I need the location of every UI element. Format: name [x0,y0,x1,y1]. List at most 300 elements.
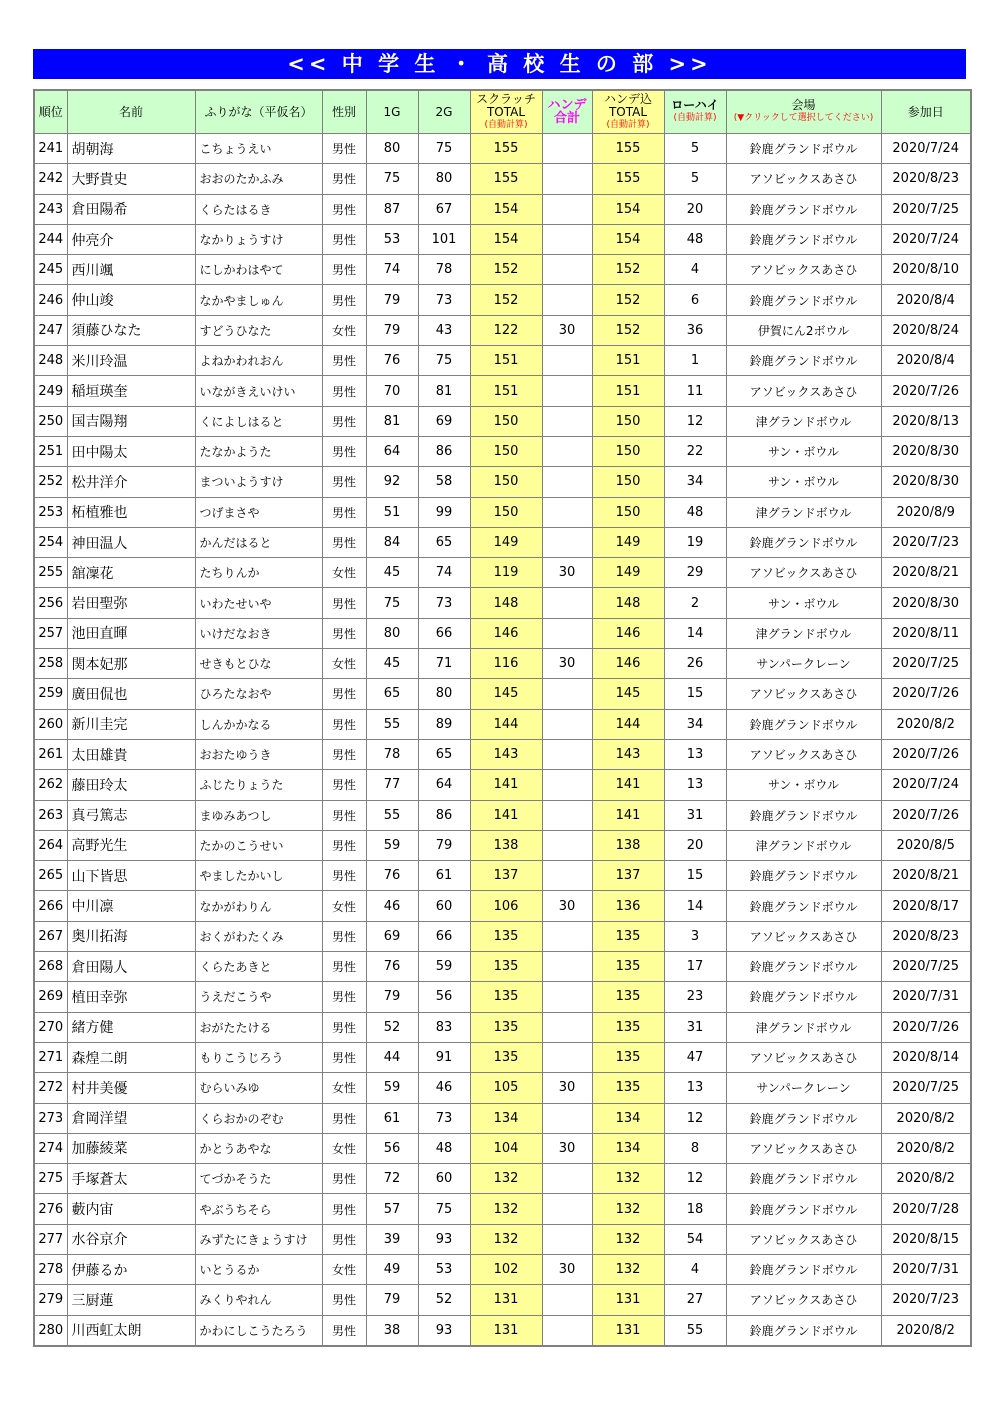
cell-kana: うえだこうや [195,982,322,1012]
cell-sex: 男性 [322,134,366,164]
cell-sex: 女性 [322,558,366,588]
cell-scratch-total: 150 [470,467,542,497]
cell-scratch-total: 154 [470,194,542,224]
cell-lowhigh: 15 [664,861,726,891]
cell-lowhigh: 6 [664,285,726,315]
cell-game1: 61 [366,1103,418,1133]
cell-sex: 男性 [322,1103,366,1133]
cell-rank: 266 [34,891,67,921]
cell-venue[interactable]: サン・ボウル [726,467,881,497]
cell-name: 米川玲温 [67,346,195,376]
cell-scratch-total: 155 [470,134,542,164]
cell-name: 岩田聖弥 [67,588,195,618]
cell-handicap-total: 141 [592,800,664,830]
cell-sex: 男性 [322,285,366,315]
cell-venue[interactable]: アソビックスあさひ [726,921,881,951]
cell-date: 2020/7/26 [881,1012,971,1042]
cell-lowhigh: 34 [664,709,726,739]
cell-handicap-total: 151 [592,346,664,376]
cell-sex: 男性 [322,982,366,1012]
cell-scratch-total: 122 [470,315,542,345]
cell-game2: 73 [418,1103,470,1133]
cell-game1: 75 [366,588,418,618]
cell-venue[interactable]: 鈴鹿グランドボウル [726,1315,881,1346]
cell-date: 2020/8/2 [881,709,971,739]
cell-game1: 76 [366,346,418,376]
cell-sex: 女性 [322,1073,366,1103]
cell-game2: 79 [418,830,470,860]
cell-scratch-total: 134 [470,1103,542,1133]
cell-venue[interactable]: 津グランドボウル [726,497,881,527]
cell-date: 2020/8/5 [881,830,971,860]
cell-venue[interactable]: サンパークレーン [726,649,881,679]
cell-venue[interactable]: サン・ボウル [726,770,881,800]
cell-scratch-total: 143 [470,739,542,769]
cell-kana: いとうるか [195,1254,322,1284]
cell-lowhigh: 5 [664,134,726,164]
cell-handicap-total: 144 [592,709,664,739]
cell-kana: なかがわりん [195,891,322,921]
cell-game2: 75 [418,134,470,164]
cell-date: 2020/7/25 [881,194,971,224]
header-venue-label: 会場 [791,98,816,112]
cell-date: 2020/8/14 [881,1042,971,1072]
cell-date: 2020/8/11 [881,618,971,648]
cell-game1: 49 [366,1254,418,1284]
cell-sex: 男性 [322,679,366,709]
cell-lowhigh: 11 [664,376,726,406]
cell-date: 2020/7/23 [881,1285,971,1315]
cell-handicap [542,679,592,709]
cell-handicap-total: 145 [592,679,664,709]
cell-handicap [542,1315,592,1346]
cell-venue[interactable]: サンパークレーン [726,1073,881,1103]
cell-game1: 59 [366,1073,418,1103]
header-handicap [542,90,592,134]
cell-handicap [542,436,592,466]
cell-game1: 46 [366,891,418,921]
cell-handicap-total: 137 [592,861,664,891]
cell-venue[interactable]: アソビックスあさひ [726,1224,881,1254]
cell-handicap: 30 [542,891,592,921]
cell-sex: 男性 [322,497,366,527]
cell-kana: おおたゆうき [195,739,322,769]
cell-kana: いわたせいや [195,588,322,618]
table-row [34,346,971,376]
cell-kana: やぶうちそら [195,1194,322,1224]
cell-venue[interactable]: 津グランドボウル [726,618,881,648]
cell-game2: 86 [418,436,470,466]
cell-lowhigh: 14 [664,618,726,648]
cell-date: 2020/7/26 [881,800,971,830]
cell-handicap-total: 138 [592,830,664,860]
cell-sex: 男性 [322,376,366,406]
cell-lowhigh: 1 [664,346,726,376]
cell-venue[interactable]: アソビックスあさひ [726,1042,881,1072]
cell-handicap [542,527,592,557]
cell-lowhigh: 8 [664,1133,726,1163]
cell-name: 緒方健 [67,1012,195,1042]
cell-kana: たちりんか [195,558,322,588]
cell-game2: 83 [418,1012,470,1042]
cell-venue[interactable]: サン・ボウル [726,588,881,618]
cell-lowhigh: 13 [664,1073,726,1103]
cell-game2: 99 [418,497,470,527]
cell-kana: かとうあやな [195,1133,322,1163]
cell-scratch-total: 135 [470,921,542,951]
cell-venue[interactable]: サン・ボウル [726,436,881,466]
cell-handicap [542,830,592,860]
cell-game1: 55 [366,800,418,830]
cell-game1: 38 [366,1315,418,1346]
cell-kana: みくりやれん [195,1285,322,1315]
cell-name: 加藤綾菜 [67,1133,195,1163]
cell-venue[interactable]: 鈴鹿グランドボウル [726,709,881,739]
cell-date: 2020/7/28 [881,1194,971,1224]
cell-venue[interactable]: 鈴鹿グランドボウル [726,891,881,921]
cell-scratch-total: 132 [470,1224,542,1254]
cell-venue[interactable]: アソビックスあさひ [726,739,881,769]
cell-sex: 男性 [322,406,366,436]
cell-kana: やましたかいし [195,861,322,891]
table-row [34,1042,971,1072]
cell-lowhigh: 18 [664,1194,726,1224]
cell-game1: 55 [366,709,418,739]
cell-lowhigh: 48 [664,497,726,527]
cell-venue[interactable]: 鈴鹿グランドボウル [726,1103,881,1133]
cell-scratch-total: 138 [470,830,542,860]
table-row [34,1194,971,1224]
cell-handicap-total: 150 [592,497,664,527]
cell-rank: 245 [34,255,67,285]
cell-name: 倉田陽人 [67,952,195,982]
cell-date: 2020/7/24 [881,224,971,254]
cell-handicap [542,224,592,254]
table-row [34,436,971,466]
cell-game1: 80 [366,618,418,648]
header-venue [726,90,881,134]
cell-game1: 80 [366,134,418,164]
cell-venue[interactable]: 鈴鹿グランドボウル [726,134,881,164]
cell-date: 2020/8/24 [881,315,971,345]
cell-name: 池田直暉 [67,618,195,648]
table-row [34,1103,971,1133]
cell-handicap-total: 149 [592,558,664,588]
cell-name: 胡朝海 [67,134,195,164]
cell-game1: 52 [366,1012,418,1042]
cell-handicap-total: 146 [592,649,664,679]
cell-venue[interactable]: アソビックスあさひ [726,255,881,285]
cell-scratch-total: 149 [470,527,542,557]
table-row [34,588,971,618]
cell-sex: 女性 [322,1133,366,1163]
cell-lowhigh: 31 [664,800,726,830]
cell-handicap-total: 150 [592,436,664,466]
cell-date: 2020/8/23 [881,164,971,194]
table-row [34,709,971,739]
cell-sex: 男性 [322,588,366,618]
cell-handicap [542,1042,592,1072]
table-row [34,952,971,982]
cell-venue[interactable]: 津グランドボウル [726,1012,881,1042]
cell-rank: 269 [34,982,67,1012]
cell-rank: 270 [34,1012,67,1042]
cell-handicap-total: 135 [592,982,664,1012]
cell-game1: 65 [366,679,418,709]
cell-venue[interactable]: 鈴鹿グランドボウル [726,982,881,1012]
table-row [34,618,971,648]
cell-scratch-total: 137 [470,861,542,891]
cell-name: 神田温人 [67,527,195,557]
header-htotal-total-label: TOTAL [608,104,648,119]
cell-venue[interactable]: 鈴鹿グランドボウル [726,285,881,315]
cell-handicap-total: 134 [592,1103,664,1133]
cell-sex: 男性 [322,618,366,648]
cell-venue[interactable]: アソビックスあさひ [726,164,881,194]
cell-game1: 77 [366,770,418,800]
cell-game2: 53 [418,1254,470,1284]
cell-scratch-total: 150 [470,406,542,436]
header-kana: ふりがな（平仮名） [195,90,322,134]
cell-name: 柘植雅也 [67,497,195,527]
cell-handicap [542,952,592,982]
cell-date: 2020/8/21 [881,558,971,588]
cell-rank: 267 [34,921,67,951]
cell-lowhigh: 20 [664,194,726,224]
table-row [34,1224,971,1254]
cell-game1: 87 [366,194,418,224]
cell-game1: 79 [366,285,418,315]
cell-venue[interactable]: 鈴鹿グランドボウル [726,224,881,254]
cell-game2: 46 [418,1073,470,1103]
cell-handicap [542,134,592,164]
cell-handicap-total: 152 [592,285,664,315]
cell-name: 倉田陽希 [67,194,195,224]
cell-venue[interactable]: 鈴鹿グランドボウル [726,861,881,891]
cell-handicap: 30 [542,1254,592,1284]
cell-handicap-total: 132 [592,1194,664,1224]
cell-scratch-total: 131 [470,1315,542,1346]
cell-handicap-total: 135 [592,921,664,951]
cell-handicap [542,1012,592,1042]
cell-handicap [542,346,592,376]
cell-sex: 女性 [322,649,366,679]
cell-game2: 65 [418,739,470,769]
cell-handicap-total: 151 [592,376,664,406]
cell-kana: くらたあきと [195,952,322,982]
cell-venue[interactable]: 鈴鹿グランドボウル [726,1254,881,1284]
cell-handicap: 30 [542,315,592,345]
cell-venue[interactable]: 鈴鹿グランドボウル [726,800,881,830]
cell-kana: おがたたける [195,1012,322,1042]
cell-handicap [542,921,592,951]
cell-kana: なかやましゅん [195,285,322,315]
cell-name: 水谷京介 [67,1224,195,1254]
cell-handicap-total: 136 [592,891,664,921]
cell-game1: 72 [366,1164,418,1194]
cell-handicap-total: 155 [592,134,664,164]
cell-rank: 249 [34,376,67,406]
table-row [34,1164,971,1194]
cell-sex: 男性 [322,1194,366,1224]
cell-venue[interactable]: 鈴鹿グランドボウル [726,194,881,224]
cell-venue[interactable]: 伊賀にん2ボウル [726,315,881,345]
cell-handicap [542,1224,592,1254]
cell-lowhigh: 17 [664,952,726,982]
cell-name: 仲亮介 [67,224,195,254]
header-sex: 性別 [322,90,366,134]
cell-lowhigh: 13 [664,739,726,769]
cell-sex: 男性 [322,1315,366,1346]
cell-scratch-total: 144 [470,709,542,739]
table-row [34,649,971,679]
cell-handicap-total: 155 [592,164,664,194]
header-scratch-label: スクラッチ [476,91,536,106]
header-scratch-total [470,90,542,134]
cell-sex: 男性 [322,255,366,285]
cell-game2: 91 [418,1042,470,1072]
cell-name: 藤田玲太 [67,770,195,800]
table-row [34,164,971,194]
cell-rank: 277 [34,1224,67,1254]
cell-date: 2020/8/21 [881,861,971,891]
cell-sex: 男性 [322,194,366,224]
cell-venue[interactable]: 鈴鹿グランドボウル [726,346,881,376]
cell-game1: 51 [366,497,418,527]
cell-rank: 259 [34,679,67,709]
cell-sex: 男性 [322,164,366,194]
cell-date: 2020/7/24 [881,770,971,800]
cell-sex: 男性 [322,830,366,860]
cell-name: 倉岡洋望 [67,1103,195,1133]
cell-date: 2020/8/9 [881,497,971,527]
cell-name: 松井洋介 [67,467,195,497]
cell-handicap-total: 131 [592,1315,664,1346]
cell-kana: たなかようた [195,436,322,466]
cell-handicap [542,709,592,739]
cell-lowhigh: 48 [664,224,726,254]
cell-scratch-total: 152 [470,285,542,315]
cell-rank: 279 [34,1285,67,1315]
cell-handicap-total: 135 [592,1073,664,1103]
cell-handicap [542,588,592,618]
cell-venue[interactable]: 津グランドボウル [726,406,881,436]
cell-game1: 79 [366,982,418,1012]
cell-venue[interactable]: アソビックスあさひ [726,679,881,709]
cell-handicap: 30 [542,1133,592,1163]
cell-venue[interactable]: アソビックスあさひ [726,376,881,406]
cell-lowhigh: 34 [664,467,726,497]
cell-kana: まついようすけ [195,467,322,497]
cell-date: 2020/8/30 [881,588,971,618]
cell-name: 高野光生 [67,830,195,860]
table-row [34,315,971,345]
cell-rank: 258 [34,649,67,679]
cell-rank: 251 [34,436,67,466]
cell-handicap [542,406,592,436]
cell-scratch-total: 141 [470,770,542,800]
cell-handicap: 30 [542,1073,592,1103]
cell-kana: おくがわたくみ [195,921,322,951]
cell-scratch-total: 102 [470,1254,542,1284]
cell-lowhigh: 31 [664,1012,726,1042]
cell-lowhigh: 14 [664,891,726,921]
cell-venue[interactable]: アソビックスあさひ [726,1285,881,1315]
cell-name: 藪内宙 [67,1194,195,1224]
cell-name: 村井美優 [67,1073,195,1103]
cell-rank: 273 [34,1103,67,1133]
cell-sex: 女性 [322,1254,366,1284]
cell-lowhigh: 12 [664,1103,726,1133]
cell-rank: 261 [34,739,67,769]
cell-handicap-total: 132 [592,1164,664,1194]
cell-lowhigh: 19 [664,527,726,557]
cell-scratch-total: 148 [470,588,542,618]
cell-kana: なかりょうすけ [195,224,322,254]
cell-handicap [542,618,592,648]
cell-kana: せきもとひな [195,649,322,679]
cell-game2: 59 [418,952,470,982]
cell-lowhigh: 12 [664,406,726,436]
cell-lowhigh: 4 [664,255,726,285]
cell-date: 2020/7/25 [881,952,971,982]
table-body [34,134,971,1346]
cell-game1: 92 [366,467,418,497]
cell-sex: 男性 [322,1012,366,1042]
cell-scratch-total: 141 [470,800,542,830]
cell-scratch-total: 104 [470,1133,542,1163]
cell-venue[interactable]: 鈴鹿グランドボウル [726,952,881,982]
header-name: 名前 [67,90,195,134]
cell-name: 田中陽太 [67,436,195,466]
cell-kana: くらたはるき [195,194,322,224]
table-row [34,134,971,164]
cell-venue[interactable]: 鈴鹿グランドボウル [726,1164,881,1194]
cell-handicap [542,800,592,830]
cell-lowhigh: 3 [664,921,726,951]
cell-sex: 男性 [322,861,366,891]
cell-venue[interactable]: アソビックスあさひ [726,558,881,588]
table-row [34,1254,971,1284]
cell-handicap-total: 141 [592,770,664,800]
cell-rank: 278 [34,1254,67,1284]
cell-venue[interactable]: 鈴鹿グランドボウル [726,1194,881,1224]
cell-rank: 276 [34,1194,67,1224]
cell-venue[interactable]: 鈴鹿グランドボウル [726,527,881,557]
cell-game2: 67 [418,194,470,224]
cell-game2: 58 [418,467,470,497]
cell-venue[interactable]: 津グランドボウル [726,830,881,860]
cell-game1: 74 [366,255,418,285]
cell-sex: 女性 [322,891,366,921]
cell-scratch-total: 135 [470,982,542,1012]
cell-rank: 275 [34,1164,67,1194]
cell-kana: にしかわはやて [195,255,322,285]
cell-game2: 69 [418,406,470,436]
cell-sex: 男性 [322,467,366,497]
cell-kana: まゆみあつし [195,800,322,830]
cell-venue[interactable]: アソビックスあさひ [726,1133,881,1163]
cell-scratch-total: 116 [470,649,542,679]
cell-game1: 45 [366,649,418,679]
cell-sex: 男性 [322,1285,366,1315]
cell-sex: 男性 [322,1164,366,1194]
cell-name: 森煌二朗 [67,1042,195,1072]
header-rank: 順位 [34,90,67,134]
cell-rank: 248 [34,346,67,376]
table-row [34,467,971,497]
cell-game2: 93 [418,1224,470,1254]
